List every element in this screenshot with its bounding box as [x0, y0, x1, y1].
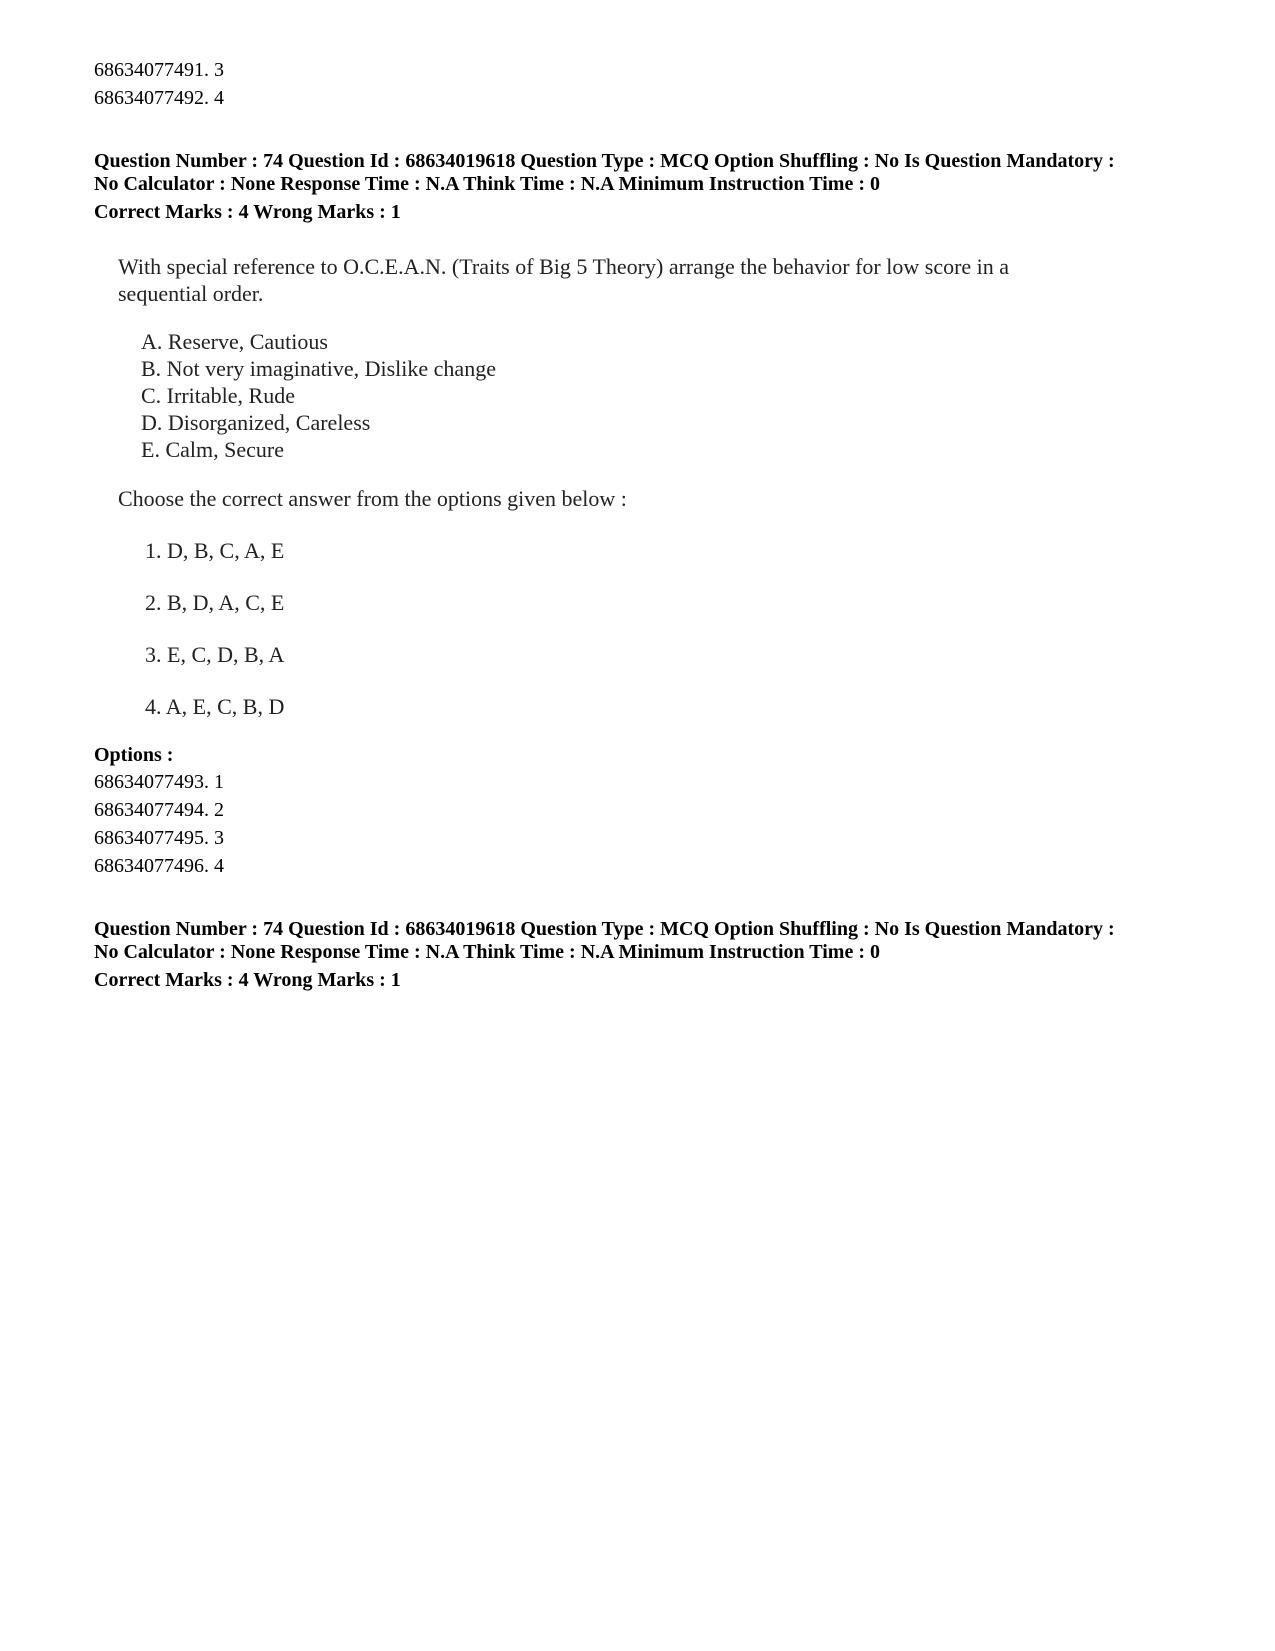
question-instruction: Choose the correct answer from the options given below : [118, 486, 627, 511]
question-marks: Correct Marks : 4 Wrong Marks : 1 [94, 201, 401, 223]
answer-choice: 4. A, E, C, B, D [145, 694, 285, 719]
question-stem-line1: With special reference to O.C.E.A.N. (Traits of Big 5 Theory) arrange the behavior for low score in a [118, 254, 1010, 279]
answer-choice: 2. B, D, A, C, E [145, 590, 285, 615]
question-marks: Correct Marks : 4 Wrong Marks : 1 [94, 969, 401, 991]
option-item: 68634077495. 3 [94, 827, 224, 849]
question-header-line2: No Calculator : None Response Time : N.A Think Time : N.A Minimum Instruction Time : 0 [94, 173, 880, 195]
list-item: C. Irritable, Rude [141, 383, 295, 408]
question-header-line2: No Calculator : None Response Time : N.A Think Time : N.A Minimum Instruction Time : 0 [94, 941, 880, 963]
answer-choice: 3. E, C, D, B, A [145, 642, 285, 667]
list-item: B. Not very imaginative, Dislike change [141, 356, 496, 381]
prev-option: 68634077491. 3 [94, 59, 224, 81]
option-item: 68634077493. 1 [94, 771, 224, 793]
question-header-line1: Question Number : 74 Question Id : 68634019618 Question Type : MCQ Option Shuffling : No Is Question Mandatory : [94, 150, 1115, 172]
list-item: D. Disorganized, Careless [141, 410, 371, 435]
option-item: 68634077496. 4 [94, 855, 224, 877]
question-stem-line2: sequential order. [118, 281, 264, 306]
list-item: E. Calm, Secure [141, 437, 284, 462]
list-item: A. Reserve, Cautious [141, 329, 328, 354]
options-label: Options : [94, 744, 174, 766]
prev-option: 68634077492. 4 [94, 87, 224, 109]
question-body-image [118, 253, 1118, 753]
question-header-line1: Question Number : 74 Question Id : 68634019618 Question Type : MCQ Option Shuffling : No Is Question Mandatory : [94, 918, 1115, 940]
option-item: 68634077494. 2 [94, 799, 224, 821]
answer-choice: 1. D, B, C, A, E [145, 538, 285, 563]
